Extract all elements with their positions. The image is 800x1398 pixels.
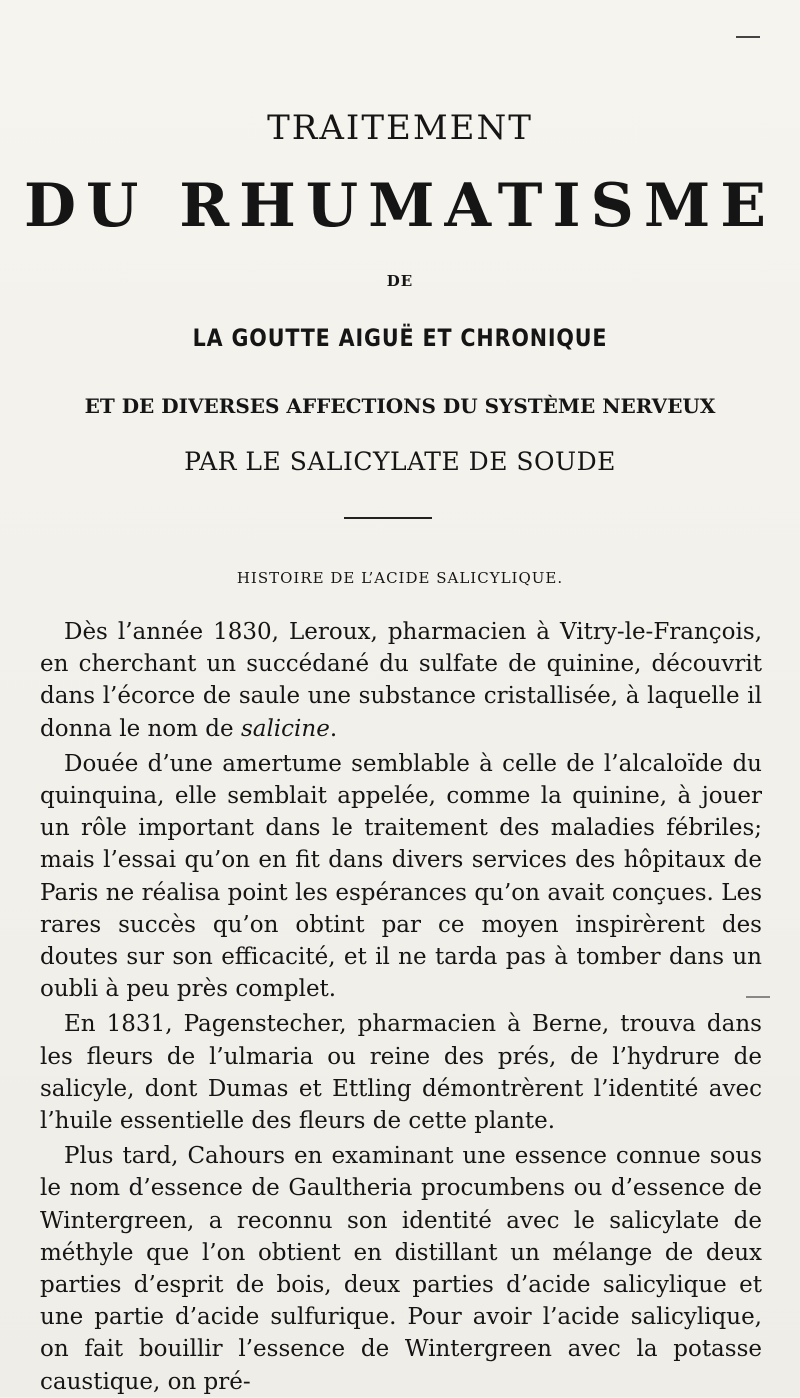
paragraph-1-italic: salicine (240, 715, 330, 742)
title-line-1: TRAITEMENT (267, 108, 533, 148)
title-line-5: ET DE DIVERSES AFFECTIONS DU SYSTÈME NERVEUX (84, 394, 716, 418)
paragraph-1 (40, 616, 762, 745)
title-line-4: LA GOUTTE AIGUË ET CHRONIQUE (192, 324, 608, 352)
title-line-6: PAR LE SALICYLATE DE SOUDE (184, 447, 616, 476)
paragraph-1-start: Dès l’année 1830, Leroux, pharmacien à Vitry-le-François, en cherchant un succédané du sulfate de quinine, découvrit dans l’écorce de saule une substance cristallisée, à laquelle il donna le nom de (40, 619, 762, 742)
corner-mark (736, 36, 760, 38)
body-text (40, 616, 762, 1398)
section-divider (344, 517, 432, 519)
paragraph-3: En 1831, Pagenstecher, pharmacien à Berne, trouva dans les fleurs de l’ulmaria ou reine des prés, de l’hydrure de salicyle, dont Dumas et Ettling démontrèrent l’identité avec l’huile essentielle des fleurs de cette plante. (40, 1011, 762, 1135)
section-heading: HISTOIRE DE L’ACIDE SALICYLIQUE. (236, 569, 564, 587)
paragraph-2: Douée d’une amertume semblable à celle de l’alcaloïde du quinquina, elle semblait appelée, comme la quinine, à jouer un rôle important dans le traitement des maladies fébriles; mais l’essai qu’on en fit dans divers services des hôpitaux de Paris ne réalisa point les espérances qu’on avait conçues. Les rares succès qu’on obtint par ce moyen inspirèrent des doutes sur son efficacité, et il ne tarda pas à tomber dans un oubli à peu près complet. (40, 750, 762, 1003)
title-line-3: DE (386, 272, 414, 290)
paragraph-1-end: . (329, 715, 338, 742)
paragraph-4: Plus tard, Cahours en examinant une essence connue sous le nom d’essence de Gaultheria procumbens ou d’essence de Wintergreen, a reconnu son identité avec le salicylate de méthyle que l’on obtient en distillant un mélange de deux parties d’esprit de bois, deux parties d’acide salicylique et une partie d’acide sulfurique. Pour avoir l’acide salicylique, on fait bouillir l’essence de Wintergreen avec la potasse caustique, on pré- (40, 1143, 762, 1395)
title-line-2: DU RHUMATISME (23, 171, 776, 241)
